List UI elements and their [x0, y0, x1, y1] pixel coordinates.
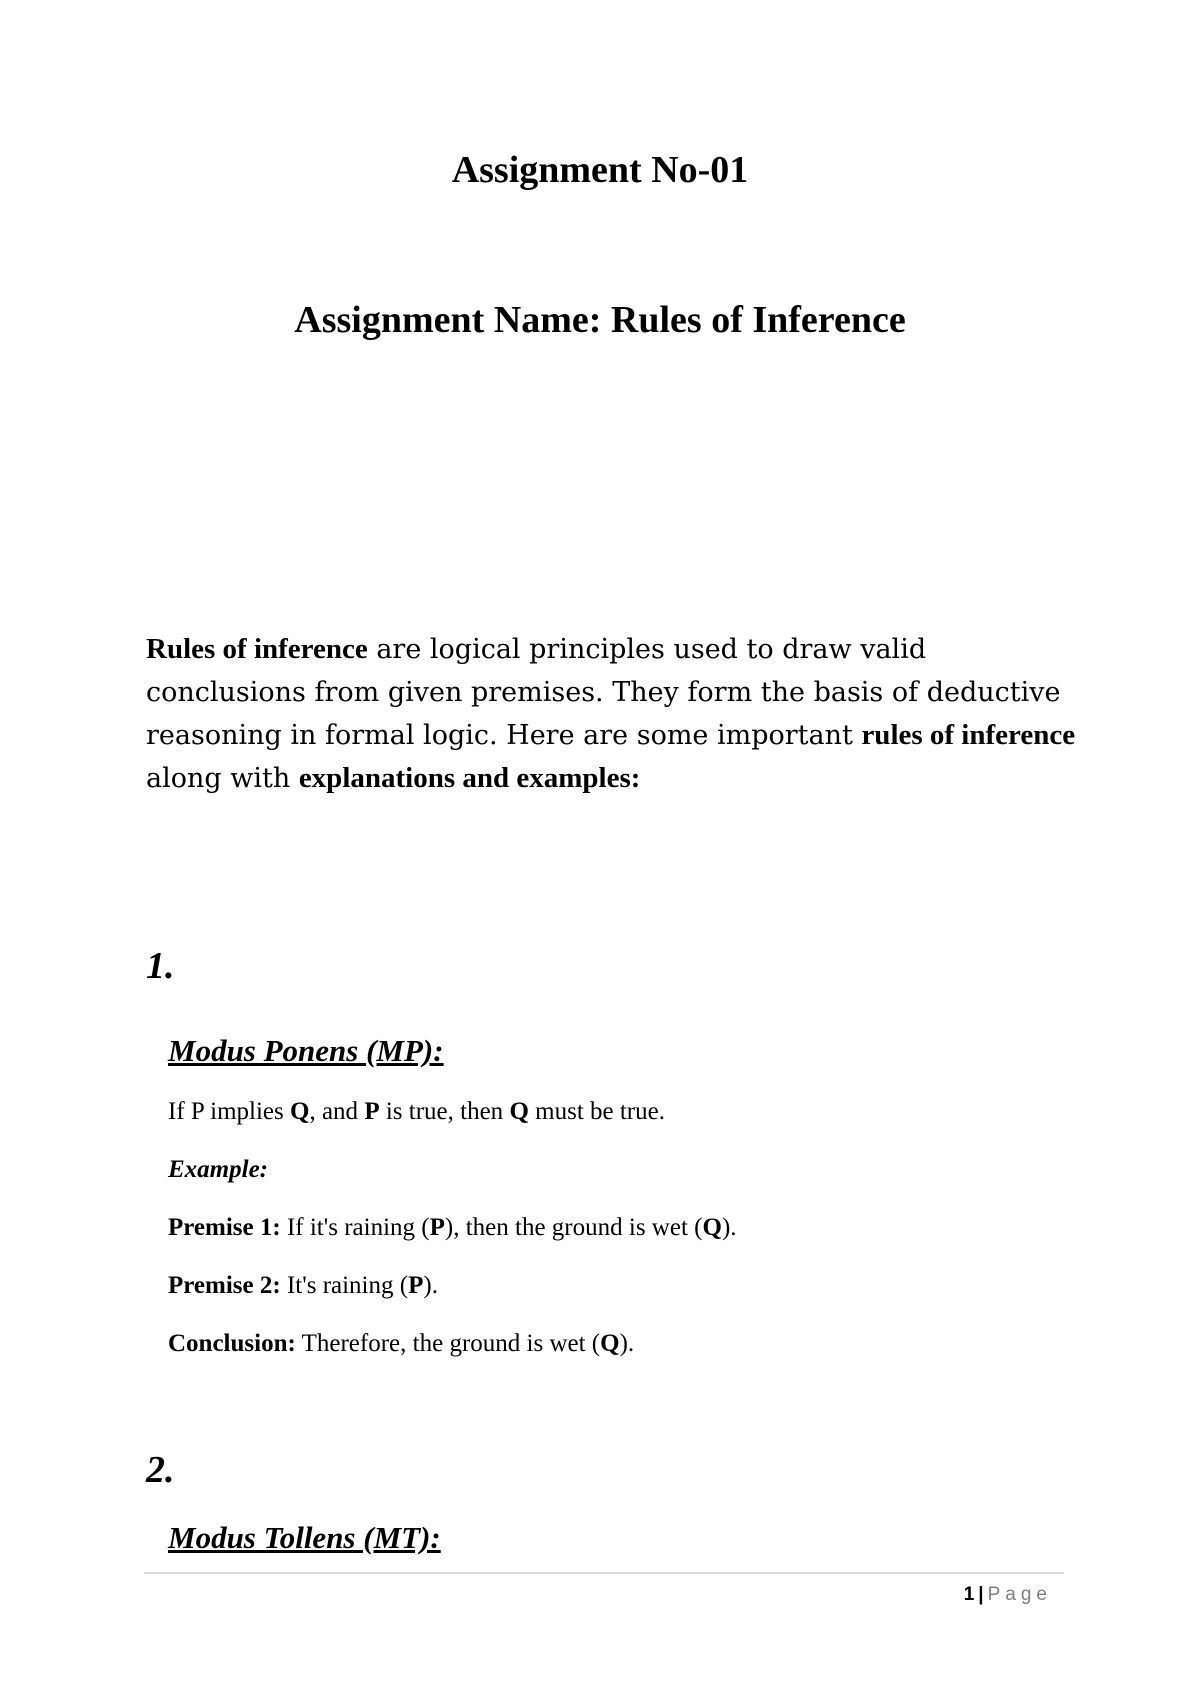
rule-number-1: 1. [146, 945, 175, 987]
rule-heading-modus-tollens: Modus Tollens (MT): [168, 1520, 441, 1555]
page-footer [964, 1583, 1052, 1607]
intro-line-2: conclusions from given premises. They form the basis of deductive [146, 677, 1061, 708]
page-number: 1 [963, 1584, 975, 1605]
premise-1: Premise 1: If it's raining (P), then the ground is wet (Q). [168, 1214, 737, 1241]
rule-number-2: 2. [146, 1449, 175, 1491]
intro-emphasis: explanations and examples: [298, 762, 641, 794]
conclusion: Conclusion: Therefore, the ground is wet (Q). [168, 1330, 635, 1357]
page-title: Assignment No-01 [451, 149, 749, 191]
assignment-name: Assignment Name: Rules of Inference [294, 299, 906, 341]
premise-2: Premise 2: It's raining (P). [168, 1272, 438, 1299]
intro-term: Rules of inference [146, 633, 368, 665]
intro-line-4: along with explanations and examples: [146, 762, 641, 794]
example-label: Example: [168, 1156, 268, 1183]
page-label: Page [987, 1584, 1052, 1605]
intro-line-3: reasoning in formal logic. Here are some important rules of inference [146, 719, 1076, 751]
intro-paragraph [146, 628, 1086, 800]
intro-term-2: rules of inference [861, 719, 1076, 751]
rule-description: If P implies Q, and P is true, then Q must be true. [168, 1098, 665, 1125]
footer-separator: | [978, 1584, 984, 1605]
rule-heading-modus-ponens: Modus Ponens (MP): [168, 1033, 444, 1068]
intro-line-1: Rules of inference are logical principles used to draw valid [146, 633, 927, 665]
footer-divider [144, 1572, 1064, 1574]
